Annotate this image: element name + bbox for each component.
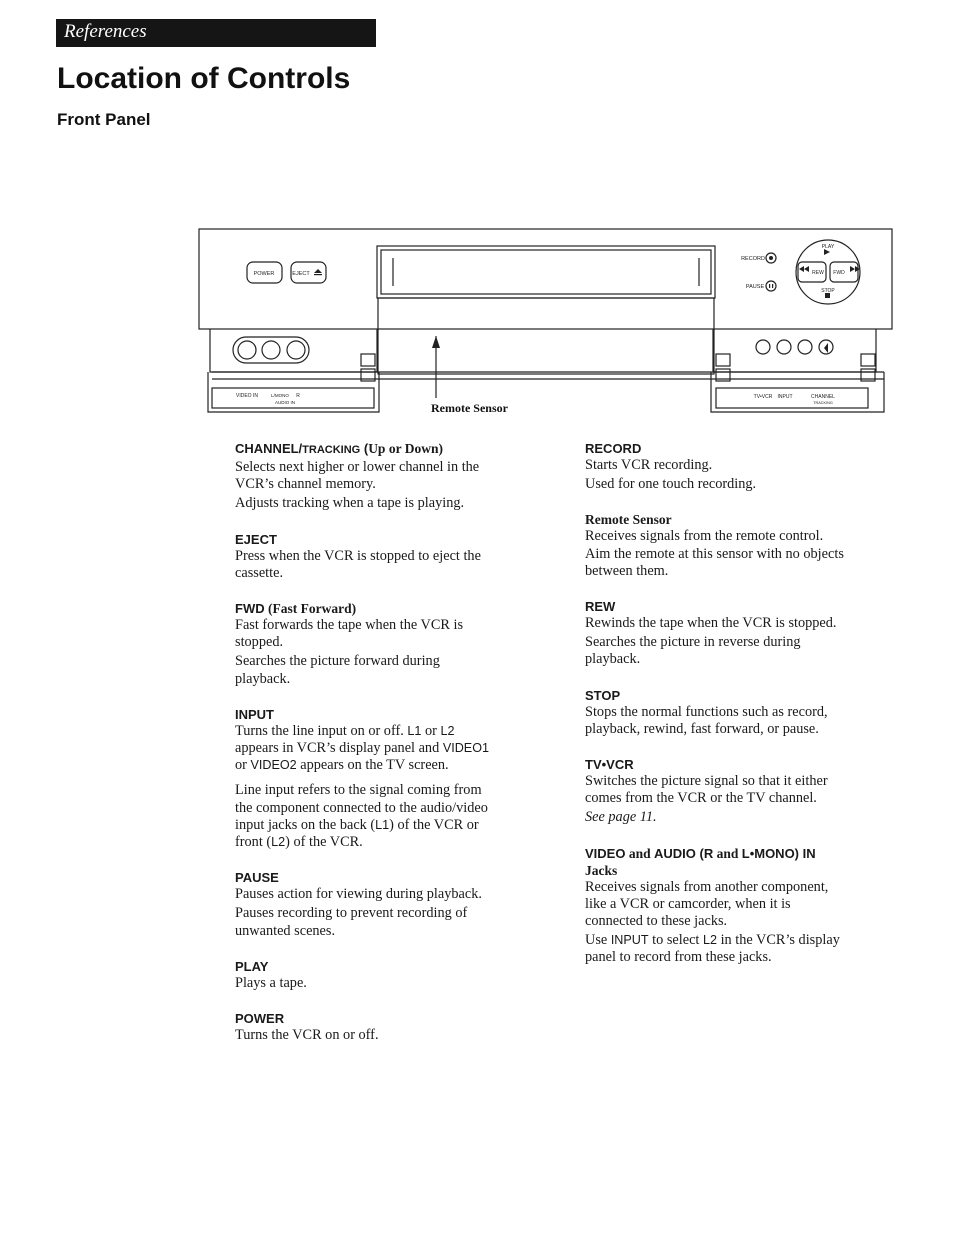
input-p2-a: Line input refers to the signal coming from the component connected to the audio/video input jacks on the back ( xyxy=(235,782,488,833)
record-desc-1: Starts VCR recording. xyxy=(585,457,713,473)
channel-heading xyxy=(235,440,497,459)
play-button-label: PLAY xyxy=(821,244,835,250)
jacks-head-e: L•MONO) IN xyxy=(741,845,816,861)
eject-button: EJECT xyxy=(292,271,310,277)
channel-desc-1: Selects next higher or lower channel in the VCR’s channel memory. xyxy=(235,459,480,493)
tvvcr-entry xyxy=(585,756,847,827)
channel-desc-2: Adjusts tracking when a tape is playing. xyxy=(235,495,465,512)
input-p1-g: or xyxy=(235,757,251,774)
input-label: INPUT xyxy=(777,394,793,400)
pause-desc-1: Pauses action for viewing during playback. xyxy=(235,886,482,903)
fwd-button-label: FWD xyxy=(833,270,845,276)
right-description-column xyxy=(585,440,847,985)
section-header-bar xyxy=(56,19,376,47)
power-button: POWER xyxy=(253,271,275,277)
channel-heading-c: ( xyxy=(360,441,369,456)
remote-sensor-heading: Remote Sensor xyxy=(585,512,672,528)
input-p1-e: appears in VCR’s display panel and xyxy=(235,740,443,757)
pause-entry xyxy=(235,869,497,940)
play-desc: Plays a tape. xyxy=(235,974,307,991)
input-p1-h: VIDEO2 xyxy=(250,758,297,773)
page-subtitle: Front Panel xyxy=(57,110,151,129)
record-desc-2: Used for one touch recording. xyxy=(585,476,757,493)
input-desc-1 xyxy=(235,723,497,775)
power-entry xyxy=(235,1010,497,1044)
play-entry xyxy=(235,958,497,992)
jacks-head-c: AUDIO (R xyxy=(654,845,714,861)
jacks-head-b: and xyxy=(625,845,654,861)
channel-label: CHANNEL xyxy=(811,394,835,400)
input-p2-b: L1 xyxy=(375,817,390,832)
section-label: References xyxy=(64,21,147,42)
input-p2-c: ) of the VCR or front ( xyxy=(235,816,479,851)
av-jacks-desc-2 xyxy=(585,932,847,966)
jacks-p2-d: L2 xyxy=(702,933,717,948)
tvvcr-desc: Switches the picture signal so that it either comes from the VCR or the TV channel. xyxy=(585,773,828,807)
jacks-p2-c: to select xyxy=(648,932,703,949)
input-p1-b: L1 xyxy=(407,723,422,738)
jacks-p2-e: in the VCR’s display panel to record from these jacks. xyxy=(585,932,840,966)
tv-vcr-label: TV•VCR xyxy=(753,394,773,400)
channel-entry xyxy=(235,440,497,513)
fwd-entry xyxy=(235,600,497,688)
audio-in-label: AUDIO IN xyxy=(274,400,296,405)
fwd-desc-2: Searches the picture forward during playback. xyxy=(235,653,440,687)
remote-sensor-entry xyxy=(585,511,847,580)
input-p2-d: L2 xyxy=(271,835,286,850)
record-entry xyxy=(585,440,847,493)
r-label: R xyxy=(296,393,300,399)
pause-button-label: PAUSE xyxy=(745,284,765,290)
input-p1-i: appears on the TV screen. xyxy=(296,757,449,774)
tvvcr-heading: TV•VCR xyxy=(585,757,634,773)
power-desc: Turns the VCR on or off. xyxy=(235,1027,379,1044)
record-heading: RECORD xyxy=(585,441,642,456)
fwd-desc-1: Fast forwards the tape when the VCR is stopped. xyxy=(235,617,464,651)
input-p1-f: VIDEO1 xyxy=(442,741,490,756)
input-p1-d: L2 xyxy=(440,723,455,738)
av-jacks-entry xyxy=(585,845,847,967)
page-title: Location of Controls xyxy=(57,62,351,95)
video-in-label: VIDEO IN xyxy=(236,393,258,399)
stop-entry xyxy=(585,687,847,738)
input-entry xyxy=(235,706,497,851)
jacks-p2-a: Use xyxy=(585,932,611,949)
av-jacks-heading xyxy=(585,845,847,879)
left-description-column xyxy=(235,440,497,1062)
rew-entry xyxy=(585,598,847,669)
jacks-head-a: VIDEO xyxy=(585,845,626,861)
play-heading: PLAY xyxy=(235,958,269,974)
input-p1-a: Turns the line input on or off. xyxy=(235,722,408,739)
jacks-head-f: Jacks xyxy=(585,862,618,878)
rew-heading: REW xyxy=(585,599,616,615)
fwd-heading-a: FWD xyxy=(235,601,265,617)
record-button-label: RECORD xyxy=(741,256,765,262)
fwd-heading-b: (Fast Forward) xyxy=(264,601,357,617)
rew-button-label: REW xyxy=(812,270,824,276)
eject-desc: Press when the VCR is stopped to eject the cassette. xyxy=(235,547,481,581)
channel-heading-a: CHANNEL/ xyxy=(235,441,303,456)
remote-sensor-callout: Remote Sensor xyxy=(431,401,508,415)
input-p1-c: or xyxy=(421,722,441,739)
fwd-heading xyxy=(235,600,497,617)
stop-button-label: STOP xyxy=(821,288,835,294)
eject-entry xyxy=(235,531,497,582)
tvvcr-see-page: See page 11. xyxy=(585,809,657,826)
jacks-head-d: and xyxy=(713,845,742,861)
eject-heading: EJECT xyxy=(235,531,277,547)
channel-heading-d: Up or Down) xyxy=(368,441,443,456)
stop-desc: Stops the normal functions such as record, playback, rewind, fast forward, or pause. xyxy=(585,703,828,737)
channel-heading-b: TRACKING xyxy=(302,444,361,456)
pause-desc-2: Pauses recording to prevent recording of unwanted scenes. xyxy=(235,905,468,939)
l-mono-label: L/MONO xyxy=(271,393,289,398)
stop-heading: STOP xyxy=(585,687,621,703)
pause-heading: PAUSE xyxy=(235,870,279,886)
input-heading: INPUT xyxy=(235,706,274,722)
rew-desc-1: Rewinds the tape when the VCR is stopped. xyxy=(585,615,837,632)
tracking-label: TRACKING xyxy=(813,401,833,405)
input-desc-2 xyxy=(235,782,497,851)
input-p2-e: ) of the VCR. xyxy=(285,834,363,851)
power-heading: POWER xyxy=(235,1011,285,1027)
rew-desc-2: Searches the picture in reverse during playback. xyxy=(585,634,801,668)
jacks-p2-b: INPUT xyxy=(610,933,649,948)
vcr-front-panel-diagram xyxy=(196,226,896,418)
remote-sensor-desc: Receives signals from the remote control. Aim the remote at this sensor with no objects between them. xyxy=(585,528,844,579)
av-jacks-desc-1: Receives signals from another component, like a VCR or camcorder, when it is connected to these jacks. xyxy=(585,878,829,930)
